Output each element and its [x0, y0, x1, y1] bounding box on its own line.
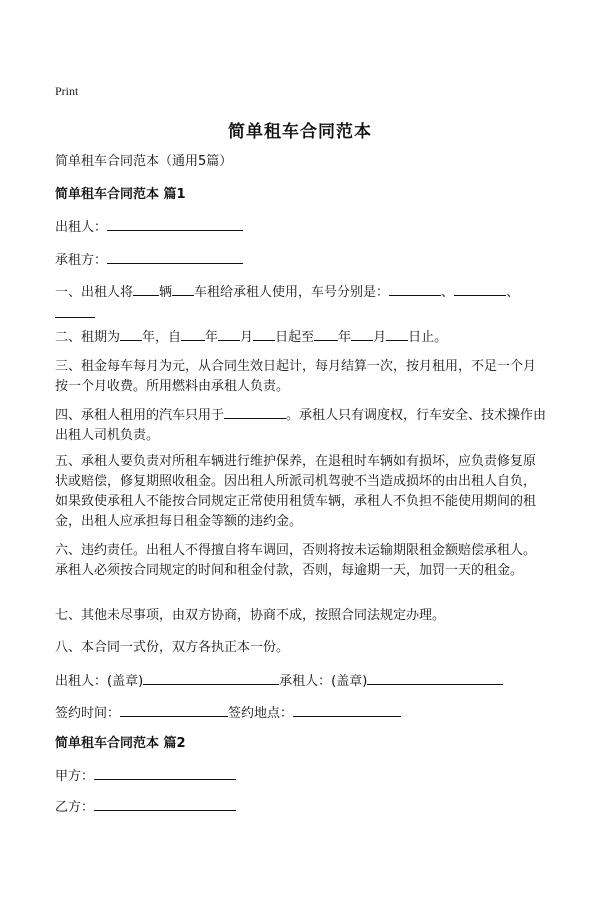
- blank: [314, 326, 338, 341]
- blank: [181, 326, 205, 341]
- party-b-label: 乙方：: [55, 800, 95, 815]
- sign-place-label: 签约地点：: [228, 706, 294, 721]
- clause-6: 六、违约责任。出租人不得擅自将车调回，否则将按未运输期限租金额赔偿承租人。承租人必须按合同规定的时间和租金付款，否则，每逾期一天，加罚一天的租金。: [55, 543, 537, 578]
- lessee-line: [55, 249, 547, 271]
- clause-4: [55, 404, 547, 446]
- document-subtitle: 简单租车合同范本（通用5篇）: [55, 154, 233, 169]
- party-a-line: [55, 765, 547, 787]
- sign-lessor-label: 出租人：(盖章): [55, 674, 144, 689]
- party-a-label: 甲方：: [55, 769, 95, 784]
- sign-date-place-line: [55, 702, 547, 724]
- sign-place-blank: [293, 702, 401, 717]
- clause-2-text-a: 二、租期为: [55, 330, 121, 345]
- blank: [218, 326, 240, 341]
- lessee-label: 承租方：: [55, 253, 108, 268]
- party-a-blank: [94, 765, 236, 780]
- clause-4-text-a: 四、承租人租用的汽车只用于: [55, 408, 225, 423]
- blank: [224, 404, 286, 419]
- blank: [172, 281, 194, 296]
- clause-2-text-e: 日起至: [275, 330, 315, 345]
- sign-time-label: 签约时间：: [55, 706, 121, 721]
- party-b-blank: [94, 796, 236, 811]
- blank: [351, 326, 373, 341]
- clause-4-text-b: 。承租人只有调度权，行车安全、技术操作由出租人司机负责。: [55, 408, 547, 443]
- clause-1-separator: 、: [506, 285, 520, 300]
- clause-2: [55, 326, 547, 348]
- clause-1-separator: 、: [441, 285, 455, 300]
- section-2-heading: 简单租车合同范本 篇2: [55, 736, 186, 751]
- clause-3: 三、租金每车每月为元，从合同生效日起计，每月结算一次，按月租用，不足一个月按一个月收费。所用燃料由承租人负责。: [55, 359, 537, 394]
- sign-time-blank: [120, 702, 228, 717]
- clause-1-text-c: 车租给承租人使用，车号分别是：: [194, 285, 390, 300]
- blank: [55, 303, 95, 318]
- blank: [386, 326, 408, 341]
- clause-1: [55, 281, 547, 325]
- page-title: 简单租车合同范本: [228, 122, 372, 142]
- blank: [389, 281, 441, 296]
- lessee-blank: [107, 249, 243, 264]
- lessor-blank: [107, 216, 243, 231]
- clause-2-text-d: 月: [240, 330, 254, 345]
- clause-2-text-f: 年: [338, 330, 352, 345]
- sign-lessee-label: 承租人：(盖章): [279, 674, 368, 689]
- section-1-heading: 简单租车合同范本 篇1: [55, 187, 186, 202]
- signature-line: [55, 670, 547, 692]
- clause-2-text-b: 年，自: [142, 330, 182, 345]
- blank: [120, 326, 142, 341]
- clause-2-text-c: 年: [205, 330, 219, 345]
- print-link[interactable]: Print: [55, 84, 79, 98]
- clause-5: 五、承租人要负责对所租车辆进行维护保养，在退租时车辆如有损坏，应负责修复原状或赔偿，修复期照收租金。因出租人所派司机驾驶不当造成损坏的由出租人自负，如果致使承租人不能按合同规定正常使用租赁车辆，承租人不负担不能使用期间的租金，出租人应承担每日租金等额的违约金。: [55, 454, 537, 529]
- clause-2-text-g: 月: [373, 330, 387, 345]
- clause-7: 七、其他未尽事项，由双方协商，协商不成，按照合同法规定办理。: [55, 608, 446, 623]
- sign-lessor-blank: [143, 670, 279, 685]
- sign-lessee-blank: [367, 670, 503, 685]
- clause-1-text-b: 辆: [159, 285, 173, 300]
- clause-1-text-a: 一、出租人将: [55, 285, 134, 300]
- lessor-line: [55, 216, 547, 238]
- blank: [253, 326, 275, 341]
- blank: [454, 281, 506, 296]
- clause-2-text-h: 日止。: [408, 330, 448, 345]
- lessor-label: 出租人：: [55, 220, 108, 235]
- party-b-line: [55, 796, 547, 818]
- blank: [133, 281, 159, 296]
- clause-8: 八、本合同一式份，双方各执正本一份。: [55, 640, 290, 655]
